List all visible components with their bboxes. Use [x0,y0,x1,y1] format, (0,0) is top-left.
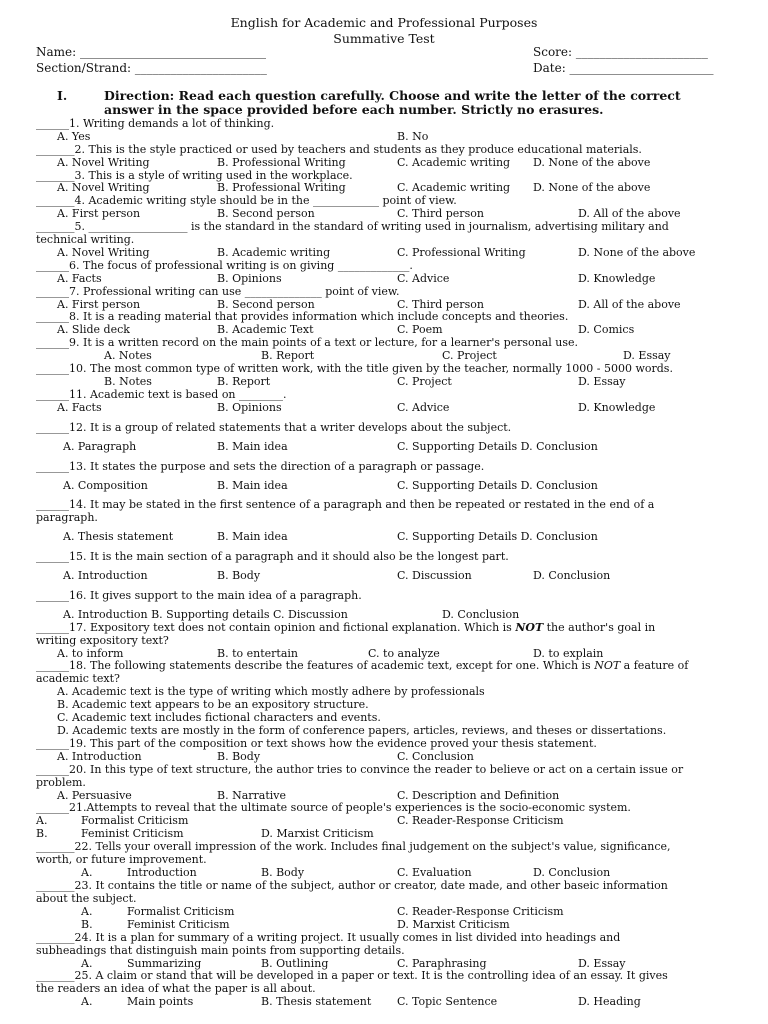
section-field: Section/Strand: ______________________ [36,61,267,75]
answer-option: D. Academic texts are mostly in the form of conference papers, articles, reviews, and theses or dissertations. [57,724,667,737]
answer-option: A. Novel Writing [57,181,150,194]
answer-option: A. Novel Writing [57,246,150,259]
answer-option: B. Academic writing [217,246,331,259]
question-line: about the subject. [36,892,137,905]
answer-option: A. Paragraph [63,440,137,453]
answer-option: B. Body [217,750,261,763]
question-line: ______11. Academic text is based on ________. [36,388,287,401]
answer-option: C. Paraphrasing [397,957,487,970]
answer-option: A. Facts [57,272,102,285]
answer-option: A. Slide deck [57,323,130,336]
answer-option: B. [81,918,93,931]
name-field: Name: _______________________________ [36,45,266,59]
answer-option: C. Evaluation [397,866,472,879]
answer-option: D. None of the above [533,181,651,194]
direction-line-1: Direction: Read each question carefully. Choose and write the letter of the correct [104,88,681,103]
answer-option: Formalist Criticism [81,814,189,827]
question-line: _______25. A claim or stand that will be developed in a paper or text. It is the controlling idea of an essay. It gives [36,969,668,982]
answer-option: C. Project [442,349,497,362]
answer-option: C. Supporting Details D. Conclusion [397,479,598,492]
direction-line-2: answer in the space provided before each number. Strictly no erasures. [104,102,604,117]
answer-option: A. First person [57,207,141,220]
answer-option: D. to explain [533,647,604,660]
question-line: _______4. Academic writing style should be in the ____________ point of view. [36,194,457,207]
answer-option: A. Notes [104,349,152,362]
answer-option: B. Narrative [217,789,286,802]
answer-option: C. to analyze [368,647,440,660]
answer-option: B. Academic Text [217,323,314,336]
answer-option: C. Reader-Response Criticism [397,905,564,918]
answer-option: D. Conclusion [533,866,611,879]
answer-option: A. [81,905,93,918]
answer-option: B. Opinions [217,272,282,285]
answer-option: B. Body [217,569,261,582]
answer-option: D. Marxist Criticism [397,918,510,931]
score-field: Score: ______________________ [533,45,708,59]
answer-option: C. Description and Definition [397,789,560,802]
answer-option: A. Academic text is the type of writing which mostly adhere by professionals [57,685,485,698]
answer-option: D. Essay [623,349,671,362]
answer-option: C. Poem [397,323,443,336]
answer-option: C. Reader-Response Criticism [397,814,564,827]
answer-option: C. Supporting Details D. Conclusion [397,530,598,543]
answer-option: A. Persuasive [57,789,132,802]
answer-option: A. Introduction [63,569,148,582]
answer-option: C. Third person [397,298,484,311]
answer-option: C. Project [397,375,452,388]
answer-option: D. Marxist Criticism [261,827,374,840]
question-line: ______1. Writing demands a lot of thinking. [36,117,275,130]
answer-option: B. Second person [217,298,315,311]
question-line: worth, or future improvement. [36,853,207,866]
answer-option: Feminist Criticism [127,918,230,931]
question-line: ______6. The focus of professional writing is on giving _____________. [36,259,413,272]
answer-option: B. to entertain [217,647,298,660]
answer-option: C. Topic Sentence [397,995,498,1008]
answer-option: B. Main idea [217,440,288,453]
answer-option: C. Third person [397,207,484,220]
answer-option: B. Notes [104,375,152,388]
answer-option: B. Outlining [261,957,329,970]
answer-option: B. Main idea [217,530,288,543]
question-line: ______7. Professional writing can use ______________ point of view. [36,285,400,298]
question-line: ______19. This part of the composition or text shows how the evidence proved your thesis statement. [36,737,597,750]
answer-option: B. Second person [217,207,315,220]
answer-option: C. Academic writing [397,156,511,169]
answer-option: B. No [397,130,429,143]
answer-option: A. [81,866,93,879]
answer-option: C. Discussion [397,569,472,582]
question-line: ______14. It may be stated in the first sentence of a paragraph and then be repeated or restated in the end of a [36,498,655,511]
answer-option: B. Thesis statement [261,995,372,1008]
question-line: ______16. It gives support to the main idea of a paragraph. [36,589,362,602]
question-line: ______13. It states the purpose and sets the direction of a paragraph or passage. [36,460,485,473]
question-line: ______15. It is the main section of a paragraph and it should also be the longest part. [36,550,509,563]
answer-option: B. Body [261,866,305,879]
answer-option: A. to inform [57,647,124,660]
answer-option: B. Main idea [217,479,288,492]
question-line: the readers an idea of what the paper is all about. [36,982,316,995]
question-line: ______18. The following statements describe the features of academic text, except for one. Which is NOT a feature of [36,659,689,672]
answer-option: B. Report [217,375,271,388]
answer-option: Formalist Criticism [127,905,235,918]
question-line: _______22. Tells your overall impression of the work. Includes final judgement on the subject's value, significance, [36,840,671,853]
question-line: technical writing. [36,233,135,246]
answer-option: Summarizing [127,957,202,970]
answer-option: D. Knowledge [578,401,656,414]
answer-option: B. Professional Writing [217,181,346,194]
answer-option: A. Composition [63,479,148,492]
answer-option: C. Professional Writing [397,246,526,259]
answer-option: D. Heading [578,995,641,1008]
answer-option: A. Introduction [57,750,142,763]
question-line: problem. [36,776,86,789]
answer-option: A. [36,814,48,827]
answer-option: B. Professional Writing [217,156,346,169]
section-number: I. [57,88,68,103]
question-line: _______5. __________________ is the standard in the standard of writing used in journalism, advertising military and [36,220,669,233]
document-subtitle: Summative Test [333,31,435,46]
answer-option: B. Report [261,349,315,362]
answer-option: C. Advice [397,401,450,414]
answer-option: C. Conclusion [397,750,474,763]
answer-option: B. Opinions [217,401,282,414]
question-line: ______21.Attempts to reveal that the ultimate source of people's experiences is the socio-economic system. [36,801,631,814]
question-line: ______8. It is a reading material that provides information which include concepts and theories. [36,310,569,323]
answer-option: C. Advice [397,272,450,285]
answer-option: Main points [127,995,194,1008]
answer-option: B. Academic text appears to be an expository structure. [57,698,369,711]
answer-option: D. Conclusion [442,608,520,621]
answer-option: D. None of the above [533,156,651,169]
question-line: academic text? [36,672,120,685]
date-field: Date: ________________________ [533,61,714,75]
question-line: ______9. It is a written record on the main points of a text or lecture, for a learner's personal use. [36,336,579,349]
answer-option: A. Thesis statement [63,530,174,543]
answer-option: A. Novel Writing [57,156,150,169]
question-line: writing expository text? [36,634,169,647]
answer-option: D. Essay [578,957,626,970]
answer-option: C. Supporting Details D. Conclusion [397,440,598,453]
answer-option: A. First person [57,298,141,311]
question-line: ______10. The most common type of written work, with the title given by the teacher, normally 1000 - 5000 words. [36,362,673,375]
question-line: ______20. In this type of text structure, the author tries to convince the reader to believe or act on a certain issue or [36,763,684,776]
answer-option: C. Academic writing [397,181,511,194]
question-line: _______3. This is a style of writing used in the workplace. [36,169,353,182]
answer-option: A. [81,957,93,970]
question-line: ______12. It is a group of related statements that a writer develops about the subject. [36,421,512,434]
answer-option: D. Conclusion [533,569,611,582]
answer-option: A. Facts [57,401,102,414]
answer-option: Feminist Criticism [81,827,184,840]
answer-option: D. All of the above [578,298,681,311]
answer-option: Introduction [127,866,197,879]
question-line: ______17. Expository text does not contain opinion and fictional explanation. Which is NOT the author's goal in [36,621,656,634]
answer-option: A. [81,995,93,1008]
document-title: English for Academic and Professional Purposes [230,15,538,30]
question-line: paragraph. [36,511,98,524]
answer-option: B. [36,827,48,840]
question-line: _______23. It contains the title or name of the subject, author or creator, date made, and other baseic information [36,879,668,892]
answer-option: D. Essay [578,375,626,388]
answer-option: D. Knowledge [578,272,656,285]
answer-option: D. Comics [578,323,635,336]
answer-option: C. Academic text includes fictional characters and events. [57,711,381,724]
answer-option: A. Yes [57,130,91,143]
question-line: _______24. It is a plan for summary of a writing project. It usually comes in list divided into headings and [36,931,621,944]
question-line: subheadings that distinguish main points from supporting details. [36,944,405,957]
answer-option: A. Introduction B. Supporting details C. Discussion [63,608,348,621]
question-line: _______2. This is the style practiced or used by teachers and students as they produce educational materials. [36,143,642,156]
answer-option: D. None of the above [578,246,696,259]
answer-option: D. All of the above [578,207,681,220]
